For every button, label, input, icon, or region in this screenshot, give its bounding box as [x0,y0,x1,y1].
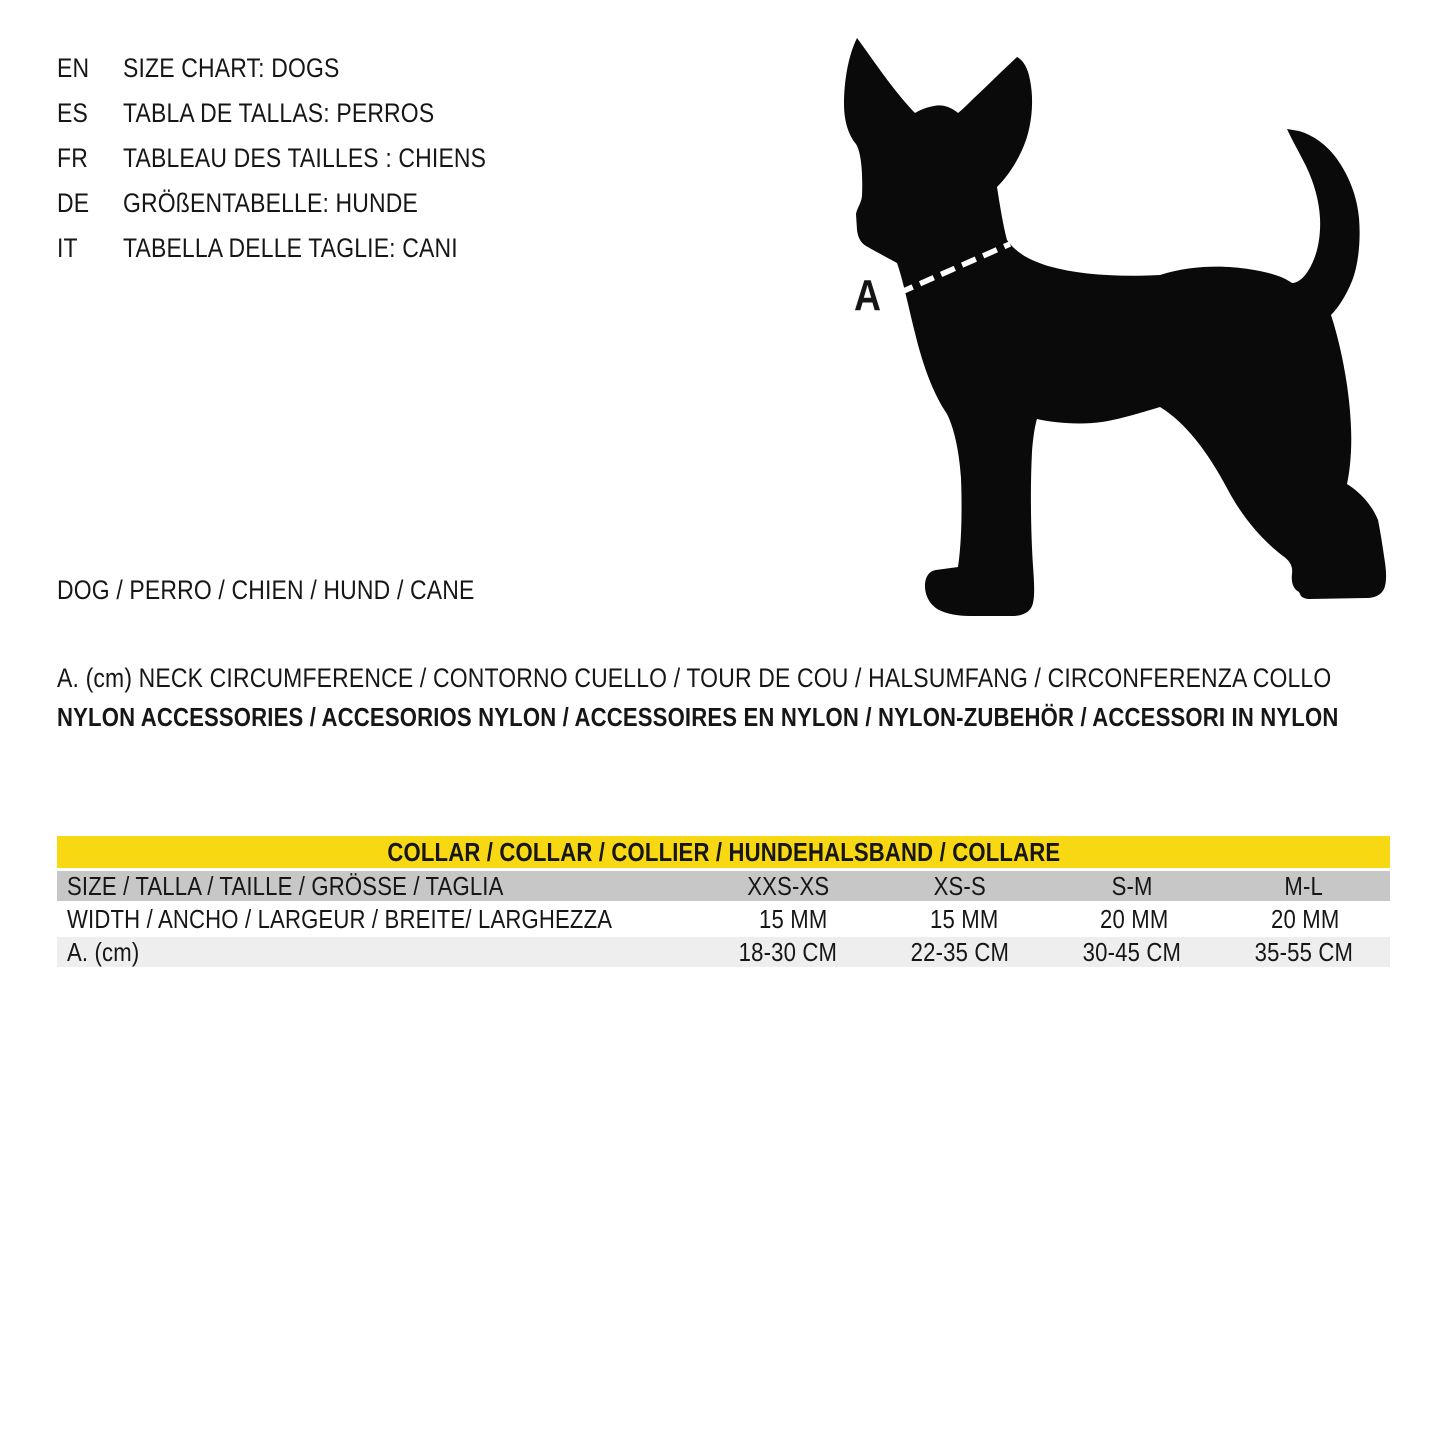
row-label-width: WIDTH / ANCHO / LARGEUR / BREITE/ LARGHEZZA [67,903,613,934]
width-value: 15 MM [759,903,828,934]
width-value: 15 MM [929,903,999,934]
size-value: S-M [1111,870,1153,901]
language-title: TABLA DE TALLAS: PERROS [123,98,435,128]
neck-value: 30-45 CM [1082,936,1182,967]
language-title: GRÖßENTABELLE: HUNDE [123,188,419,218]
language-title: TABLEAU DES TAILLES : CHIENS [123,143,487,173]
language-code: FR [57,143,88,173]
size-value: XS-S [933,870,987,901]
size-value: M-L [1284,870,1324,901]
row-label-size: SIZE / TALLA / TAILLE / GRÖSSE / TAGLIA [67,870,504,901]
note-neck-circumference: A. (cm) NECK CIRCUMFERENCE / CONTORNO CUELLO / TOUR DE COU / HALSUMFANG / CIRCONFERENZA COLLO [57,662,1332,693]
table-row-size [57,871,1390,901]
table-row-width [57,904,1390,934]
collar-size-table [57,836,1390,967]
width-value: 20 MM [1100,903,1169,934]
language-title: SIZE CHART: DOGS [123,53,340,83]
width-value: 20 MM [1270,903,1339,934]
size-value: XXS-XS [747,870,830,901]
language-code: ES [57,98,88,128]
language-title: TABELLA DELLE TAGLIE: CANI [123,233,458,263]
measure-point-label-a: A [854,271,882,320]
neck-value: 35-55 CM [1254,936,1354,967]
table-row-neck [57,937,1390,967]
dog-caption: DOG / PERRO / CHIEN / HUND / CANE [57,574,475,605]
note-nylon-accessories: NYLON ACCESSORIES / ACCESORIOS NYLON / ACCESSOIRES EN NYLON / NYLON-ZUBEHÖR / ACCESSORI IN NYLON [57,701,1339,732]
language-code: IT [57,233,78,263]
neck-value: 18-30 CM [738,936,838,967]
table-header-collar: COLLAR / COLLAR / COLLIER / HUNDEHALSBAND / COLLARE [57,836,1390,868]
neck-value: 22-35 CM [910,936,1010,967]
language-code: DE [57,188,90,218]
row-label-neck: A. (cm) [67,936,140,967]
language-code: EN [57,53,90,83]
